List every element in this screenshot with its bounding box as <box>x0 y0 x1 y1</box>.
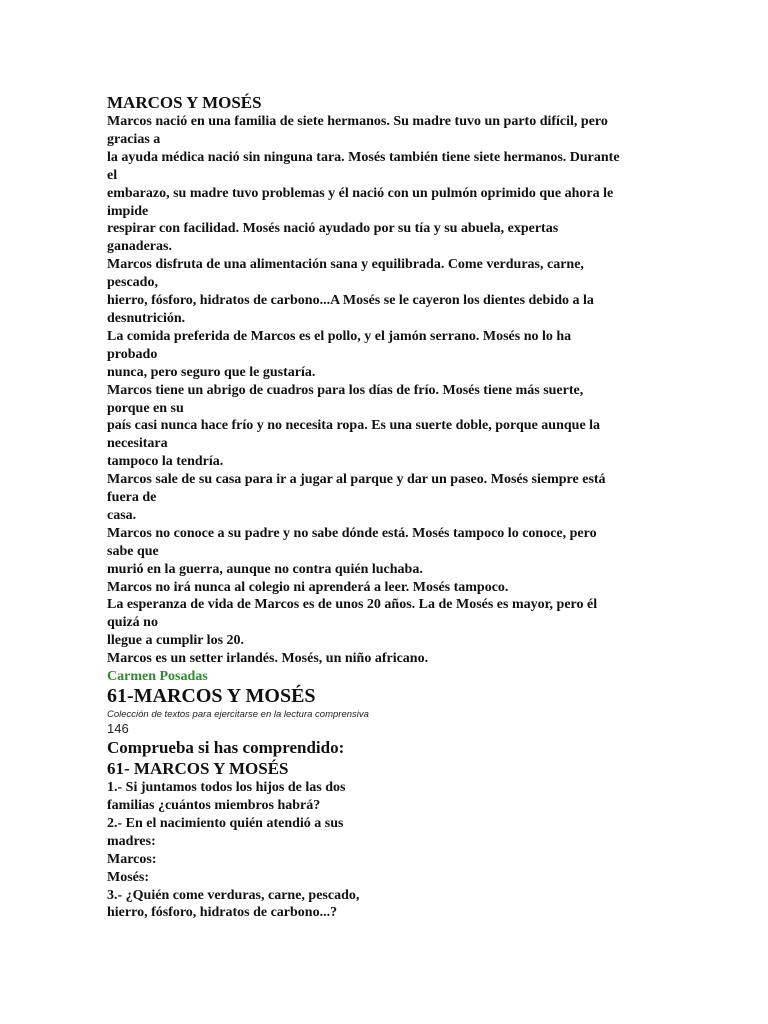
question-list <box>107 779 663 922</box>
body-line: quizá no <box>107 615 158 631</box>
body-line: fuera de <box>107 490 157 506</box>
question-line: Marcos: <box>107 851 157 867</box>
body-line: La comida preferida de Marcos es el pollo, y el jamón serrano. Mosés no lo ha <box>107 328 572 344</box>
document-content <box>107 93 663 922</box>
body-line: la ayuda médica nació sin ninguna tara. Mosés también tiene siete hermanos. Durante <box>107 149 620 165</box>
body-line: murió en la guerra, aunque no contra quién luchaba. <box>107 561 423 577</box>
body-line: porque en su <box>107 400 184 416</box>
body-line: La esperanza de vida de Marcos es de unos 20 años. La de Mosés es mayor, pero él <box>107 597 598 613</box>
body-line: Marcos no irá nunca al colegio ni aprenderá a leer. Mosés tampoco. <box>107 579 509 595</box>
story-title: MARCOS Y MOSÉS <box>107 93 262 112</box>
author-name: Carmen Posadas <box>107 669 208 685</box>
question-line: 1.- Si juntamos todos los hijos de las dos <box>107 780 346 796</box>
body-line: Marcos es un setter irlandés. Mosés, un niño africano. <box>107 651 429 667</box>
body-line: Marcos no conoce a su padre y no sabe dónde está. Mosés tampoco lo conoce, pero <box>107 525 597 541</box>
body-line: probado <box>107 346 158 362</box>
body-line: gracias a <box>107 131 161 147</box>
body-line: el <box>107 167 118 183</box>
body-line: desnutrición. <box>107 310 186 326</box>
body-line: Marcos disfruta de una alimentación sana y equilibrada. Come verduras, carne, <box>107 257 584 273</box>
body-line: tampoco la tendría. <box>107 454 224 470</box>
body-line: llegue a cumplir los 20. <box>107 633 245 649</box>
body-line: pescado, <box>107 275 158 291</box>
question-line: 2.- En el nacimiento quién atendió a sus <box>107 815 344 831</box>
page-number: 146 <box>107 721 129 737</box>
question-line: familias ¿cuántos miembros habrá? <box>107 798 321 813</box>
question-line: Mosés: <box>107 869 149 885</box>
body-line: sabe que <box>107 543 159 559</box>
story-body <box>107 113 663 668</box>
collection-note: Colección de textos para ejercitarse en la lectura comprensiva <box>107 709 369 721</box>
body-line: embarazo, su madre tuvo problemas y él nació con un pulmón oprimido que ahora le <box>107 185 614 201</box>
body-line: respirar con facilidad. Mosés nació ayudado por su tía y su abuela, expertas <box>107 221 559 237</box>
question-line: madres: <box>107 833 156 849</box>
body-line: Marcos sale de su casa para ir a jugar al parque y dar un paseo. Mosés siempre está <box>107 472 606 488</box>
body-line: necesitara <box>107 436 168 452</box>
body-line: hierro, fósforo, hidratos de carbono...A Mosés se le cayeron los dientes debido a la <box>107 293 594 309</box>
check-title: 61- MARCOS Y MOSÉS <box>107 759 289 779</box>
body-line: ganaderas. <box>107 239 172 255</box>
body-line: nunca, pero seguro que le gustaría. <box>107 364 316 380</box>
body-line: país casi nunca hace frío y no necesita ropa. Es una suerte doble, porque aunque la <box>107 418 601 434</box>
question-line: hierro, fósforo, hidratos de carbono...? <box>107 905 338 921</box>
body-line: impide <box>107 203 149 219</box>
body-line: casa. <box>107 507 137 523</box>
check-heading: Comprueba si has comprendido: <box>107 738 345 758</box>
body-line: Marcos tiene un abrigo de cuadros para los días de frío. Mosés tiene más suerte, <box>107 382 584 398</box>
question-line: 3.- ¿Quién come verduras, carne, pescado, <box>107 887 360 903</box>
section-title: 61-MARCOS Y MOSÉS <box>107 685 316 708</box>
body-line: Marcos nació en una familia de siete hermanos. Su madre tuvo un parto difícil, pero <box>107 114 608 129</box>
